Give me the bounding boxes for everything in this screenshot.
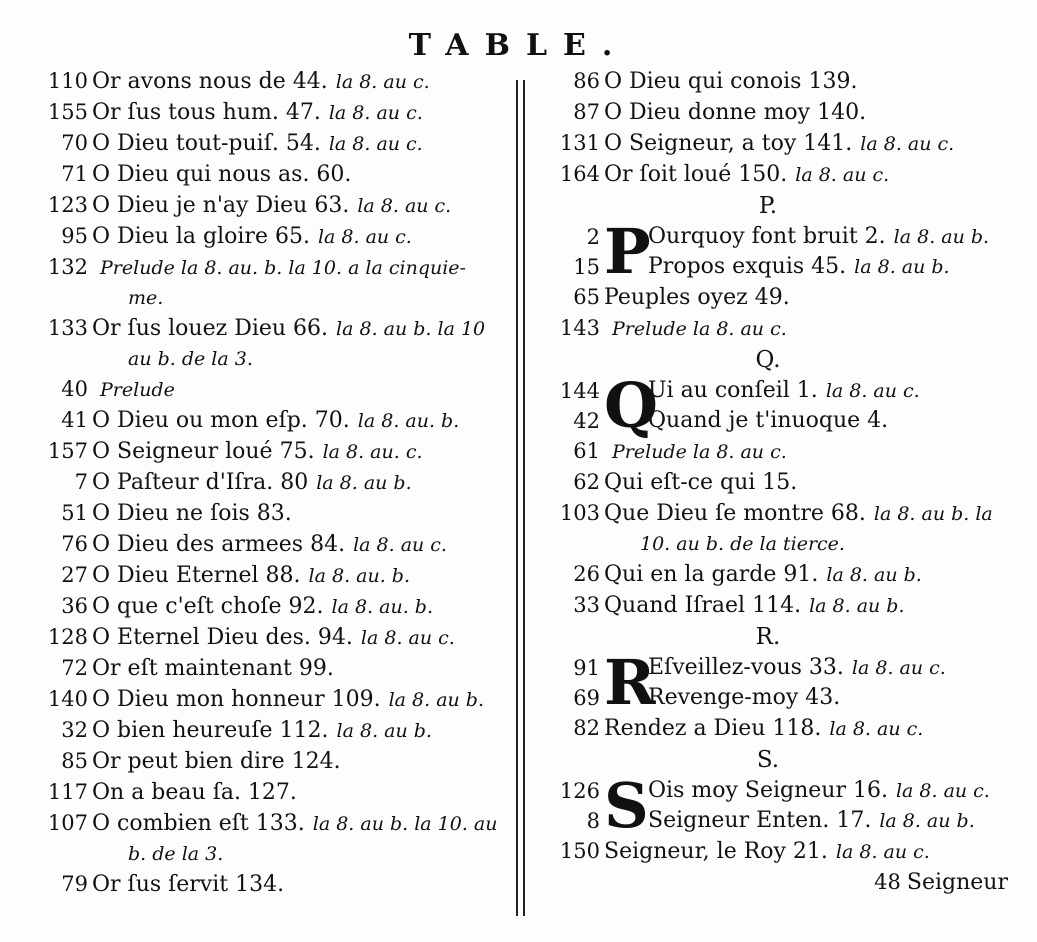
table-entry — [548, 97, 1018, 128]
entry-incipit: Qui en la garde 91. — [604, 562, 819, 587]
entry-incipit: Qui eſt-ce qui 15. — [604, 470, 798, 495]
psalm-number: 26 — [573, 562, 600, 586]
column-rule — [523, 80, 525, 916]
pitch-note: la 8. au b. — [316, 472, 412, 494]
pitch-note-continuation: me. — [128, 287, 164, 309]
entry-incipit: O Dieu ne ſois 83. — [92, 501, 292, 526]
pitch-note: la 8. au. c. — [322, 441, 423, 463]
right-column — [548, 66, 1018, 898]
psalm-number: 79 — [61, 872, 88, 896]
entry-incipit: O Paſteur d'Iſra. 80 — [92, 470, 309, 495]
psalm-number: 110 — [47, 69, 88, 93]
entry-group-r — [548, 646, 1018, 719]
pitch-note: la 8. au b. — [388, 689, 485, 711]
entry-incipit: O Dieu la gloire 65. — [92, 224, 310, 249]
table-entry — [548, 159, 1018, 190]
pitch-note-continuation: au b. de la 3. — [128, 348, 253, 370]
table-entry — [36, 715, 506, 746]
table-entry — [36, 313, 506, 344]
table-entry — [36, 128, 506, 159]
entry-text — [648, 776, 990, 806]
entry-text — [648, 406, 888, 436]
entry-incipit: Or ſus tous hum. 47. — [92, 100, 321, 125]
psalm-number: 164 — [559, 162, 600, 186]
table-entry — [36, 66, 506, 97]
entry-text — [648, 252, 950, 282]
table-entry — [36, 746, 506, 777]
entry-incipit: Propos exquis 45. — [648, 254, 847, 279]
table-entry — [36, 436, 506, 467]
table-entry — [36, 374, 506, 405]
pitch-note: la 8. au c. — [829, 718, 924, 740]
entry-text — [648, 376, 920, 406]
table-entry — [548, 467, 1018, 498]
pitch-note: la 8. au b. — [854, 256, 950, 278]
entry-incipit: Eſveillez-vous 33. — [648, 655, 844, 680]
psalm-number: 103 — [559, 501, 600, 525]
section-heading-q: Q. — [755, 347, 781, 373]
pitch-note: la 8. au c. — [357, 195, 452, 217]
psalm-number: 36 — [61, 594, 88, 618]
table-entry — [548, 590, 1018, 621]
table-entry — [548, 66, 1018, 97]
pitch-note: la 8. au b. — [826, 564, 922, 586]
pitch-note: la 8. au c. — [328, 102, 423, 124]
table-entry — [36, 221, 506, 252]
psalm-number: 2 — [586, 225, 600, 249]
psalm-number: 51 — [61, 501, 88, 525]
psalm-number: 61 — [573, 439, 600, 463]
entry-incipit: Or ſoit loué 150. — [604, 162, 788, 187]
psalm-number: 33 — [573, 593, 600, 617]
left-column — [36, 66, 506, 900]
entry-group-q — [548, 369, 1018, 442]
psalm-number: 91 — [573, 656, 600, 680]
psalm-number: 87 — [573, 100, 600, 124]
pitch-note: Prelude — [100, 379, 175, 401]
psalm-number: 15 — [573, 255, 600, 279]
column-rule — [516, 80, 518, 916]
entry-incipit: Or ſus louez Dieu 66. — [92, 316, 329, 341]
drop-capital: P — [604, 215, 651, 288]
entry-incipit: Or eſt maintenant 99. — [92, 656, 334, 681]
psalm-number: 76 — [61, 532, 88, 556]
psalm-number: 32 — [61, 718, 88, 742]
entry-incipit: Or ſus ſervit 134. — [92, 872, 285, 897]
psalm-number: 40 — [61, 377, 88, 401]
table-entry — [36, 869, 506, 900]
psalm-number: 7 — [74, 470, 88, 494]
section-heading-s: S. — [756, 747, 780, 773]
pitch-note: la 8. au b. la 10. au — [312, 813, 498, 835]
table-entry — [36, 653, 506, 684]
entry-text — [648, 653, 946, 683]
entry-incipit: Seigneur, le Roy 21. — [604, 839, 828, 864]
table-entry — [36, 684, 506, 715]
table-entry — [548, 128, 1018, 159]
entry-incipit: Seigneur Enten. 17. — [648, 808, 872, 833]
table-entry — [548, 252, 950, 283]
entry-incipit: O Dieu tout-puiſ. 54. — [92, 131, 321, 156]
entry-incipit: O Dieu Eternel 88. — [92, 563, 301, 588]
psalm-number: 82 — [573, 716, 600, 740]
pitch-note: la 8. au c. — [860, 133, 955, 155]
pitch-note: la 8. au. b. — [308, 565, 410, 587]
pitch-note: Prelude la 8. au c. — [612, 441, 787, 463]
table-entry — [36, 159, 506, 190]
table-entry — [36, 97, 506, 128]
entry-incipit: Ois moy Seigneur 16. — [648, 778, 888, 803]
page-title: TABLE. — [408, 28, 629, 63]
entry-incipit: Rendez a Dieu 118. — [604, 716, 822, 741]
pitch-note: Prelude la 8. au c. — [612, 318, 787, 340]
entry-incipit: Peuples oyez 49. — [604, 285, 790, 310]
pitch-note: la 8. au b. la 10 — [336, 318, 486, 340]
table-entry — [548, 498, 1018, 529]
psalm-number: 41 — [61, 408, 88, 432]
psalm-number: 8 — [586, 809, 600, 833]
psalm-number: 71 — [61, 162, 88, 186]
pitch-note: la 8. au c. — [835, 841, 930, 863]
pitch-note: la 8. au b. — [336, 720, 432, 742]
psalm-number: 157 — [47, 439, 88, 463]
drop-capital: Q — [604, 369, 659, 442]
pitch-note: la 8. au c. — [851, 657, 946, 679]
entry-group-s — [548, 769, 1018, 842]
entry-incipit: O Dieu qui conois 139. — [604, 69, 858, 94]
entry-incipit: O bien heureuſe 112. — [92, 718, 329, 743]
entry-incipit: O Dieu mon honneur 109. — [92, 687, 381, 712]
psalm-number: 128 — [47, 625, 88, 649]
pitch-note: la 8. au b. la — [873, 503, 993, 525]
table-entry — [36, 622, 506, 653]
psalm-number: 95 — [61, 224, 88, 248]
entry-incipit: Quand Iſrael 114. — [604, 593, 802, 618]
table-entry — [36, 591, 506, 622]
table-entry — [548, 559, 1018, 590]
psalm-number: 65 — [573, 285, 600, 309]
pitch-note: la 8. au b. — [893, 226, 990, 248]
pitch-note: la 8. au b. — [809, 595, 905, 617]
pitch-note: la 8. au c. — [328, 133, 423, 155]
entry-text — [648, 806, 975, 836]
table-entry — [36, 467, 506, 498]
drop-capital: S — [604, 769, 649, 842]
table-entry — [548, 313, 1018, 344]
psalm-number: 155 — [47, 100, 88, 124]
psalm-number: 70 — [61, 131, 88, 155]
table-entry — [36, 190, 506, 221]
pitch-note: la 8. au c. — [795, 164, 890, 186]
table-entry — [36, 498, 506, 529]
table-entry — [548, 406, 889, 437]
entry-incipit: Ui au conſeil 1. — [648, 378, 818, 403]
pitch-note: la 8. au b. — [879, 810, 975, 832]
entry-incipit: O Dieu ou mon eſp. 70. — [92, 408, 350, 433]
psalm-number: 143 — [559, 316, 600, 340]
pitch-note: la 8. au c. — [353, 534, 447, 556]
pitch-note: la 8. au c. — [360, 627, 455, 649]
entry-incipit: O Seigneur, a toy 141. — [604, 131, 853, 156]
entry-text — [648, 683, 840, 713]
psalm-number: 86 — [573, 69, 600, 93]
entry-incipit: On a beau ſa. 127. — [92, 780, 297, 805]
table-entry — [548, 776, 990, 807]
pitch-note: la 8. au. b. — [357, 410, 460, 432]
psalm-number: 140 — [47, 687, 88, 711]
psalm-number: 150 — [559, 839, 600, 863]
psalm-number: 72 — [61, 656, 88, 680]
entry-text — [648, 222, 989, 252]
entry-incipit: Quand je t'inuoque 4. — [648, 408, 889, 433]
table-entry — [548, 222, 990, 253]
entry-incipit: Ourquoy font bruit 2. — [648, 224, 886, 249]
psalm-number: 126 — [559, 779, 600, 803]
table-entry — [36, 405, 506, 436]
entry-incipit: O que c'eſt choſe 92. — [92, 594, 324, 619]
pitch-note: Prelude la 8. au. b. la 10. a la cinquie- — [100, 257, 466, 279]
entry-incipit: Revenge-moy 43. — [648, 685, 841, 710]
entry-group-p — [548, 215, 1018, 288]
psalm-number: 27 — [61, 563, 88, 587]
psalm-number: 62 — [573, 470, 600, 494]
entry-incipit: Que Dieu ſe montre 68. — [604, 501, 866, 526]
psalm-number: 131 — [559, 131, 600, 155]
psalm-number: 117 — [47, 780, 88, 804]
pitch-note: la 8. au. b. — [331, 596, 434, 618]
psalm-number: 133 — [47, 316, 88, 340]
entry-incipit: O Dieu qui nous as. 60. — [92, 162, 352, 187]
section-heading-p: P. — [758, 193, 778, 219]
pitch-note: la 8. au c. — [825, 380, 920, 402]
pitch-note: la 8. au c. — [335, 71, 430, 93]
table-entry — [36, 252, 506, 283]
table-entry — [36, 560, 506, 591]
catchword: 48 Seigneur — [874, 870, 1008, 895]
table-entry — [548, 653, 946, 684]
psalm-number: 42 — [573, 409, 600, 433]
entry-incipit: O Dieu des armees 84. — [92, 532, 346, 557]
entry-incipit: Or peut bien dire 124. — [92, 749, 341, 774]
entry-incipit: O combien eſt 133. — [92, 811, 305, 836]
psalm-number: 132 — [47, 255, 88, 279]
entry-incipit: O Eternel Dieu des. 94. — [92, 625, 353, 650]
psalm-number: 107 — [47, 811, 88, 835]
drop-capital: R — [604, 646, 656, 719]
psalm-number: 85 — [61, 749, 88, 773]
entry-incipit: O Dieu je n'ay Dieu 63. — [92, 193, 350, 218]
table-entry — [36, 529, 506, 560]
pitch-note-continuation: b. de la 3. — [128, 843, 224, 865]
entry-incipit: O Dieu donne moy 140. — [604, 100, 867, 125]
table-entry — [548, 376, 920, 407]
section-heading-r: R. — [755, 624, 781, 650]
psalm-number: 123 — [47, 193, 88, 217]
table-entry — [36, 808, 506, 839]
table-entry — [548, 806, 975, 837]
pitch-note: la 8. au c. — [317, 226, 412, 248]
pitch-note: la 8. au c. — [895, 780, 990, 802]
psalm-number: 69 — [573, 686, 600, 710]
entry-incipit: O Seigneur loué 75. — [92, 439, 315, 464]
psalm-number: 144 — [559, 379, 600, 403]
table-entry — [36, 777, 506, 808]
pitch-note-continuation: 10. au b. de la tierce. — [640, 533, 845, 555]
table-entry — [548, 683, 841, 714]
entry-incipit: Or avons nous de 44. — [92, 69, 328, 94]
